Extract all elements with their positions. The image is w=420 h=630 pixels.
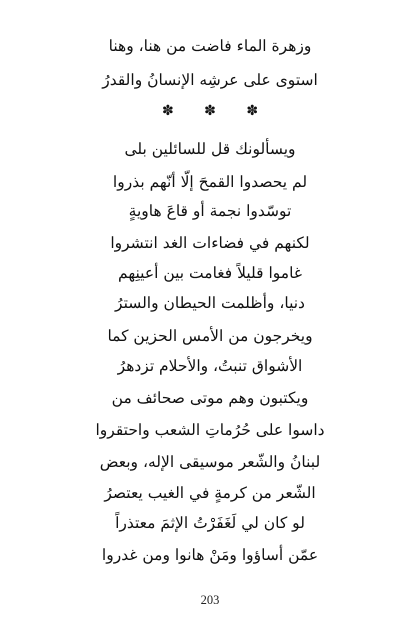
verse-line-4: لم يحصدوا القمحَ إلّا أنّهم بذروا	[112, 173, 308, 191]
verse-line-7: غاموا قليلاً فغامت بين أعينِهم	[118, 264, 302, 282]
section-separator	[0, 103, 420, 119]
verse-line-14: الشّعر من كرمةٍ في الغيب يعتصرُ	[104, 484, 316, 502]
star-ornament-icon: ✽	[161, 103, 174, 119]
verse-line-13: لبنانُ والشّعر موسيقى الإله، وبعض	[99, 453, 321, 471]
verse-line-10: الأشواق تنبتُ، والأحلام تزدهرُ	[117, 357, 303, 375]
verse-line-5: توسّدوا نجمة أو قاعَ هاويةٍ	[128, 202, 292, 220]
verse-line-11: ويكتبون وهم موتى صحائف من	[111, 389, 309, 407]
verse-line-16: عمّن أساؤوا ومَنْ هانوا ومن غدروا	[101, 546, 319, 564]
star-ornament-icon: ✽	[204, 103, 216, 119]
verse-line-2: استوى على عرشِه الإنسانُ والقدرُ	[102, 71, 318, 89]
verse-line-8: دنيا، وأظلمت الحيطان والسترُ	[115, 294, 305, 312]
verse-line-6: لكنهم في فضاءات الغد انتشروا	[110, 234, 310, 252]
verse-line-12: داسوا على حُرُماتِ الشعب واحتقروا	[95, 421, 325, 439]
verse-line-3: ويسألونك قل للسائلين بلى	[124, 140, 296, 158]
verse-line-15: لو كان لي لَغَفَرْتُ الإثمَ معتذراً	[115, 514, 305, 532]
verse-line-1: وزهرة الماء فاضت من هنا، وهنا	[108, 37, 312, 55]
star-ornament-icon: ✽	[246, 103, 259, 119]
page-number: 203	[200, 593, 220, 607]
verse-line-9: ويخرجون من الأمس الحزين كما	[107, 327, 313, 345]
